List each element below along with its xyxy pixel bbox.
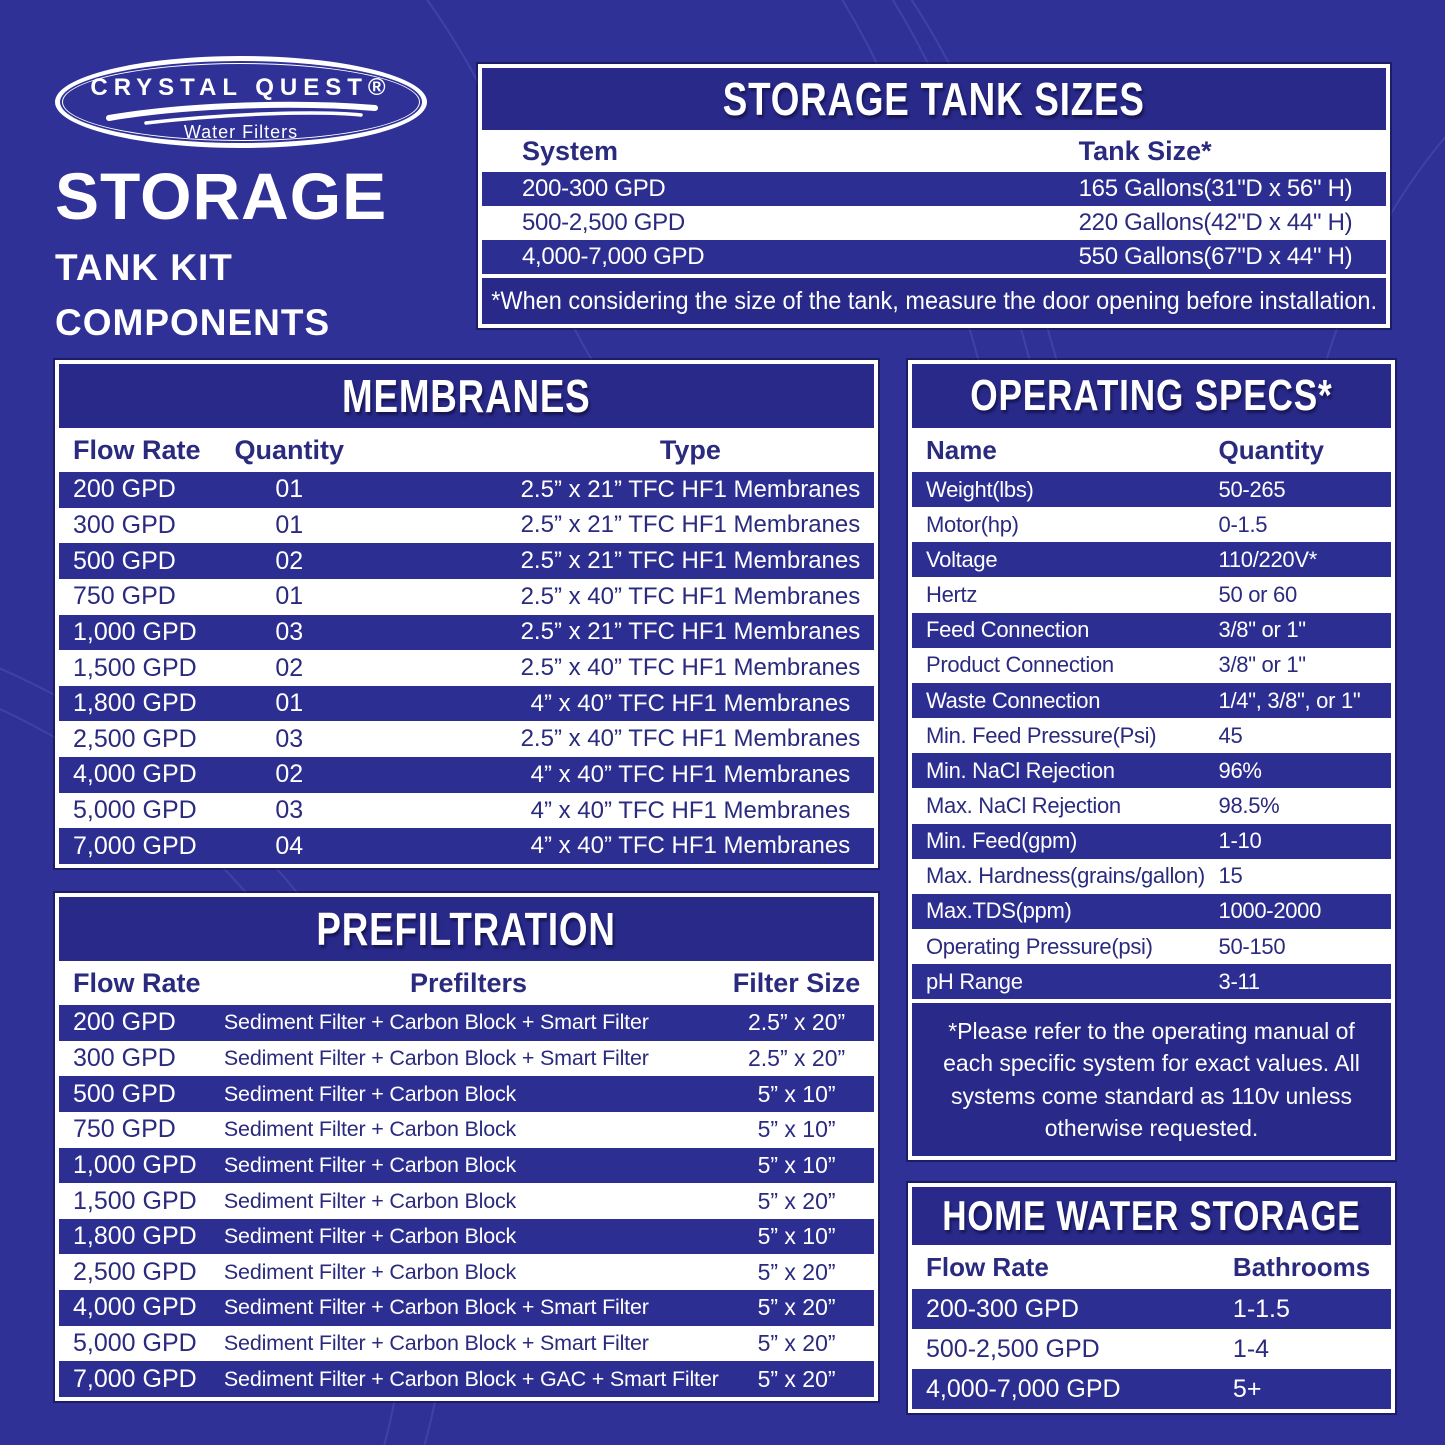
table-cell: 2.5” x 21” TFC HF1 Membranes xyxy=(520,547,861,575)
table-cell: pH Range xyxy=(926,968,1023,994)
home-water-storage-rows xyxy=(912,1289,1391,1409)
table-cell: Sediment Filter + Carbon Block xyxy=(223,1152,517,1177)
table-row xyxy=(59,1290,874,1326)
table-cell: Sediment Filter + Carbon Block + Smart Filter xyxy=(223,1295,649,1320)
table-cell: 4,000-7,000 GPD xyxy=(522,243,705,270)
brand-name: CRYSTAL QUEST® xyxy=(90,74,392,101)
brand-subtitle: Water Filters xyxy=(183,122,299,142)
table-cell: Max.TDS(ppm) xyxy=(926,898,1072,924)
table-row xyxy=(59,1112,874,1148)
column-header: Type xyxy=(659,434,721,465)
table-cell: 2,500 GPD xyxy=(73,1257,197,1286)
table-cell: 01 xyxy=(275,582,304,611)
table-cell: 5” x 10” xyxy=(757,1080,836,1107)
table-cell: 5” x 20” xyxy=(757,1365,836,1392)
table-cell: Sediment Filter + Carbon Block + Smart Filter xyxy=(223,1331,649,1356)
table-cell: 96% xyxy=(1218,757,1262,783)
table-cell: 1,800 GPD xyxy=(73,1222,197,1251)
table-cell: 5” x 20” xyxy=(757,1294,836,1321)
table-row xyxy=(912,507,1391,542)
table-cell: 500 GPD xyxy=(73,1079,176,1108)
operating-specs-title: OPERATING SPECS* xyxy=(912,364,1391,428)
table-row xyxy=(912,824,1391,859)
tank-sizes-table xyxy=(478,64,1390,328)
table-cell: 1,800 GPD xyxy=(73,689,197,718)
table-cell: Feed Connection xyxy=(926,617,1090,643)
table-cell: 200 GPD xyxy=(73,1008,176,1037)
tank-sizes-rows xyxy=(482,172,1386,274)
table-cell: 1/4", 3/8", or 1" xyxy=(1218,687,1361,713)
table-cell: 3/8" or 1" xyxy=(1218,617,1306,643)
table-row xyxy=(912,1289,1391,1329)
tank-sizes-footnote: *When considering the size of the tank, measure the door opening before installation. xyxy=(482,274,1386,324)
table-cell: 5+ xyxy=(1232,1374,1262,1403)
prefiltration-title: PREFILTRATION xyxy=(59,897,874,961)
table-row xyxy=(59,721,874,757)
crystal-quest-logo xyxy=(55,56,427,148)
table-cell: 300 GPD xyxy=(73,510,176,539)
table-cell: 01 xyxy=(275,510,304,539)
table-row xyxy=(59,828,874,864)
table-cell: 4” x 40” TFC HF1 Membranes xyxy=(530,760,851,788)
table-cell: 3/8" or 1" xyxy=(1218,652,1306,678)
table-cell: 165 Gallons(31"D x 56" H) xyxy=(1078,175,1353,202)
table-row xyxy=(59,757,874,793)
table-cell: 2.5” x 40” TFC HF1 Membranes xyxy=(520,725,861,753)
table-cell: Sediment Filter + Carbon Block xyxy=(223,1081,517,1106)
table-cell: 500-2,500 GPD xyxy=(522,209,685,236)
prefiltration-column-headers xyxy=(59,961,874,1005)
table-cell: 200 GPD xyxy=(73,475,176,504)
operating-specs-rows xyxy=(912,472,1391,999)
table-cell: 98.5% xyxy=(1218,792,1280,818)
table-row xyxy=(59,1148,874,1184)
column-header: System xyxy=(522,135,619,166)
table-row xyxy=(59,472,874,508)
table-cell: Sediment Filter + Carbon Block + Smart Filter xyxy=(223,1010,649,1035)
table-row xyxy=(912,859,1391,894)
table-row xyxy=(482,240,1386,274)
table-cell: 1-4 xyxy=(1232,1334,1270,1363)
table-cell: 500 GPD xyxy=(73,546,176,575)
table-row xyxy=(912,894,1391,929)
table-cell: Sediment Filter + Carbon Block xyxy=(223,1224,517,1249)
table-row xyxy=(912,613,1391,648)
table-cell: 2.5” x 20” xyxy=(747,1009,846,1036)
table-cell: 45 xyxy=(1218,722,1243,748)
table-cell: 02 xyxy=(275,546,304,575)
table-row xyxy=(912,1369,1391,1409)
operating-specs-footnote: *Please refer to the operating manual of each specific system for exact values. All systems come standard as 110v unless otherwise requested. xyxy=(912,999,1391,1156)
home-water-storage-table xyxy=(908,1183,1395,1413)
table-row xyxy=(912,718,1391,753)
page-title xyxy=(55,158,387,344)
table-cell: 1,500 GPD xyxy=(73,653,197,682)
table-cell: Sediment Filter + Carbon Block xyxy=(223,1117,517,1142)
table-row xyxy=(912,788,1391,823)
table-cell: 02 xyxy=(275,760,304,789)
table-cell: Waste Connection xyxy=(926,687,1101,713)
table-row xyxy=(912,542,1391,577)
table-cell: 200-300 GPD xyxy=(522,175,666,202)
column-header: Quantity xyxy=(1218,434,1324,465)
table-row xyxy=(912,577,1391,612)
table-cell: 2,500 GPD xyxy=(73,724,197,753)
membranes-column-headers xyxy=(59,428,874,472)
column-header: Prefilters xyxy=(410,967,528,998)
table-cell: Sediment Filter + Carbon Block xyxy=(223,1259,517,1284)
table-cell: 1-1.5 xyxy=(1232,1294,1290,1323)
table-cell: Sediment Filter + Carbon Block + GAC + Smart Filter xyxy=(223,1366,719,1391)
prefiltration-table xyxy=(55,893,878,1401)
table-cell: 03 xyxy=(275,617,304,646)
table-cell: 5” x 10” xyxy=(757,1223,836,1250)
table-cell: 5,000 GPD xyxy=(73,1329,197,1358)
table-cell: Product Connection xyxy=(926,652,1114,678)
column-header: Flow Rate xyxy=(926,1251,1049,1282)
table-cell: 50-265 xyxy=(1218,476,1286,502)
column-header: Name xyxy=(926,434,997,465)
home-water-storage-column-headers xyxy=(912,1245,1391,1289)
table-cell: 200-300 GPD xyxy=(926,1294,1079,1323)
table-row xyxy=(912,929,1391,964)
table-cell: 2.5” x 40” TFC HF1 Membranes xyxy=(520,654,861,682)
table-row xyxy=(59,1254,874,1290)
table-cell: 5” x 20” xyxy=(757,1187,836,1214)
membranes-table xyxy=(55,360,878,868)
membranes-title: MEMBRANES xyxy=(59,364,874,428)
table-cell: 50 or 60 xyxy=(1218,582,1297,608)
column-header: Flow Rate xyxy=(73,967,201,998)
table-row xyxy=(912,964,1391,999)
table-cell: Max. Hardness(grains/gallon) xyxy=(926,863,1205,889)
column-header: Tank Size* xyxy=(1078,135,1212,166)
table-cell: 0-1.5 xyxy=(1218,511,1268,537)
table-cell: 1-10 xyxy=(1218,828,1262,854)
table-row xyxy=(912,683,1391,718)
prefiltration-rows xyxy=(59,1005,874,1397)
table-cell: 15 xyxy=(1218,863,1243,889)
table-cell: Motor(hp) xyxy=(926,511,1019,537)
table-cell: 4” x 40” TFC HF1 Membranes xyxy=(530,796,851,824)
table-cell: 500-2,500 GPD xyxy=(926,1334,1100,1363)
table-cell: Operating Pressure(psi) xyxy=(926,933,1153,959)
table-row xyxy=(59,1326,874,1362)
column-header: Bathrooms xyxy=(1232,1251,1371,1282)
table-cell: 550 Gallons(67"D x 44" H) xyxy=(1078,243,1353,270)
column-header: Filter Size xyxy=(732,967,861,998)
table-row xyxy=(59,686,874,722)
table-cell: 03 xyxy=(275,796,304,825)
home-water-storage-title: HOME WATER STORAGE xyxy=(912,1187,1391,1245)
table-cell: 1000-2000 xyxy=(1218,898,1322,924)
table-row xyxy=(59,508,874,544)
table-cell: 300 GPD xyxy=(73,1043,176,1072)
table-cell: 7,000 GPD xyxy=(73,1364,197,1393)
table-cell: 1,000 GPD xyxy=(73,617,197,646)
table-cell: 1,500 GPD xyxy=(73,1186,197,1215)
table-cell: Voltage xyxy=(926,546,998,572)
column-header: Flow Rate xyxy=(73,434,201,465)
table-cell: 2.5” x 21” TFC HF1 Membranes xyxy=(520,475,861,503)
table-cell: 3-11 xyxy=(1218,968,1260,994)
operating-specs-column-headers xyxy=(912,428,1391,472)
table-row xyxy=(59,1361,874,1397)
table-row xyxy=(59,615,874,651)
table-cell: 4,000 GPD xyxy=(73,760,197,789)
table-cell: Sediment Filter + Carbon Block + Smart Filter xyxy=(223,1045,649,1070)
page-title-line3: COMPONENTS xyxy=(55,302,331,343)
table-cell: Max. NaCl Rejection xyxy=(926,792,1121,818)
table-row xyxy=(482,172,1386,206)
table-cell: 4,000 GPD xyxy=(73,1293,197,1322)
table-cell: 4” x 40” TFC HF1 Membranes xyxy=(530,832,851,860)
table-row xyxy=(59,1219,874,1255)
table-row xyxy=(59,1183,874,1219)
page-title-line2: TANK KIT xyxy=(55,247,233,288)
tank-sizes-title: STORAGE TANK SIZES xyxy=(482,68,1386,130)
tank-sizes-column-headers xyxy=(482,130,1386,172)
table-cell: 5” x 20” xyxy=(757,1330,836,1357)
table-cell: 7,000 GPD xyxy=(73,831,197,860)
membranes-rows xyxy=(59,472,874,864)
table-cell: 5” x 10” xyxy=(757,1116,836,1143)
table-cell: Min. NaCl Rejection xyxy=(926,757,1115,783)
table-row xyxy=(59,650,874,686)
page-title-line1: STORAGE xyxy=(55,159,388,233)
table-row xyxy=(912,1329,1391,1369)
table-row xyxy=(59,1076,874,1112)
table-cell: 750 GPD xyxy=(73,582,176,611)
table-cell: 1,000 GPD xyxy=(73,1150,197,1179)
water-swoosh-icon xyxy=(91,100,391,126)
operating-specs-table xyxy=(908,360,1395,1160)
table-cell: Sediment Filter + Carbon Block xyxy=(223,1188,517,1213)
table-row xyxy=(59,1041,874,1077)
table-row xyxy=(59,793,874,829)
table-cell: 03 xyxy=(275,724,304,753)
table-cell: 110/220V* xyxy=(1218,546,1317,572)
table-cell: Min. Feed(gpm) xyxy=(926,828,1078,854)
table-row xyxy=(59,579,874,615)
table-cell: Hertz xyxy=(926,582,978,608)
table-cell: 02 xyxy=(275,653,304,682)
table-cell: 5,000 GPD xyxy=(73,796,197,825)
table-cell: Min. Feed Pressure(Psi) xyxy=(926,722,1157,748)
table-row xyxy=(482,206,1386,240)
table-row xyxy=(59,1005,874,1041)
table-cell: 4” x 40” TFC HF1 Membranes xyxy=(530,689,851,717)
table-cell: Weight(lbs) xyxy=(926,476,1034,502)
table-cell: 5” x 10” xyxy=(757,1151,836,1178)
table-cell: 2.5” x 21” TFC HF1 Membranes xyxy=(520,511,861,539)
table-cell: 750 GPD xyxy=(73,1115,176,1144)
table-cell: 01 xyxy=(275,689,304,718)
table-row xyxy=(59,543,874,579)
table-cell: 5” x 20” xyxy=(757,1258,836,1285)
table-cell: 01 xyxy=(275,475,304,504)
table-cell: 220 Gallons(42"D x 44" H) xyxy=(1078,209,1353,236)
table-cell: 4,000-7,000 GPD xyxy=(926,1374,1121,1403)
table-cell: 2.5” x 20” xyxy=(747,1044,846,1071)
table-cell: 50-150 xyxy=(1218,933,1286,959)
table-row xyxy=(912,648,1391,683)
table-cell: 2.5” x 40” TFC HF1 Membranes xyxy=(520,582,861,610)
table-row xyxy=(912,753,1391,788)
table-cell: 04 xyxy=(275,831,304,860)
table-cell: 2.5” x 21” TFC HF1 Membranes xyxy=(520,618,861,646)
column-header: Quantity xyxy=(234,434,344,465)
table-row xyxy=(912,472,1391,507)
